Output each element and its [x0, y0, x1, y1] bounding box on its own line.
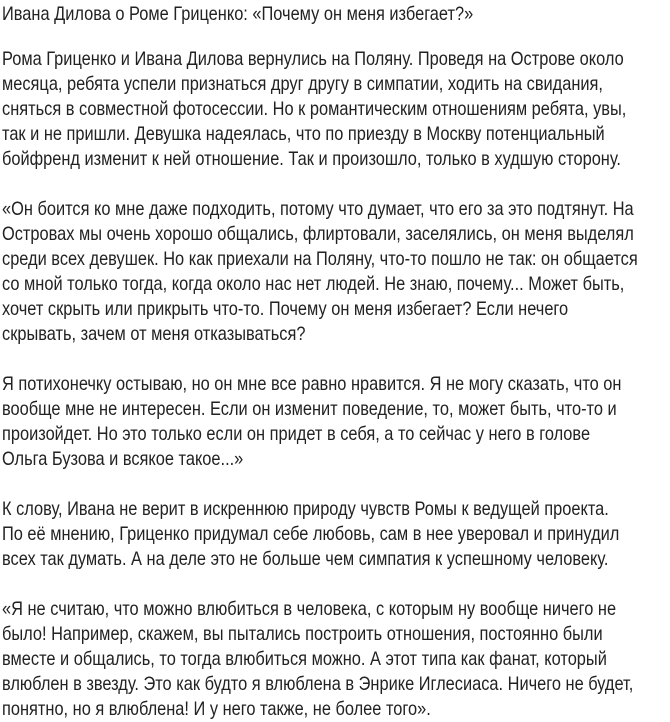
paragraph-line: понятно, но я влюблена! И у него также, не более того».: [2, 698, 431, 720]
article-title: Ивана Дилова о Роме Гриценко: «Почему он меня избегает?»: [2, 3, 474, 25]
paragraph-line: К слову, Ивана не верит в искреннюю природу чувств Ромы к ведущей проекта.: [2, 498, 609, 520]
paragraph-line: так и не пришли. Девушка надеялась, что по приезду в Москву потенциальный: [2, 123, 605, 145]
paragraph-line: всех так думать. А на деле это не больше чем симпатия к успешному человеку.: [2, 548, 609, 570]
paragraph-line: со мной только тогда, когда около нас нет людей. Не знаю, почему... Может быть,: [2, 273, 625, 295]
paragraph-line: произойдет. Но это только если он придет в себя, а то сейчас у него в голове: [2, 423, 591, 445]
paragraph-line: Я потихонечку остываю, но он мне все равно нравится. Я не могу сказать, что он: [2, 373, 622, 395]
paragraph-line: Рома Гриценко и Ивана Дилова вернулись на Поляну. Проведя на Острове около: [2, 48, 624, 70]
paragraph-line: вообще мне не интересен. Если он изменит поведение, то, может быть, что-то и: [2, 398, 617, 420]
paragraph-line: влюблен в звезду. Это как будто я влюблена в Энрике Иглесиаса. Ничего не будет,: [2, 673, 634, 695]
paragraph-line: сняться в совместной фотосессии. Но к романтическим отношениям ребята, увы,: [2, 98, 627, 120]
paragraph-line: Островах мы очень хорошо общались, флиртовали, заселялись, он меня выделял: [2, 223, 634, 245]
paragraph-line: Ольга Бузова и всякое такое...»: [2, 448, 244, 470]
paragraph-line: бойфренд изменит к ней отношение. Так и произошло, только в худшую сторону.: [2, 148, 621, 170]
paragraph-line: среди всех девушек. Но как приехали на Поляну, что-то пошло не так: он общается: [2, 248, 638, 270]
paragraph-line: «Я не считаю, что можно влюбиться в человека, с которым ну вообще ничего не: [2, 598, 617, 620]
paragraph-line: скрывать, зачем от меня отказываться?: [2, 323, 306, 345]
paragraph-line: «Он боится ко мне даже подходить, потому что думает, что его за это подтянут. На: [2, 198, 634, 220]
paragraph-line: вместе и общались, то тогда влюбиться можно. А этот типа как фанат, который: [2, 648, 607, 670]
paragraph-line: хочет скрыть или прикрыть что-то. Почему он меня избегает? Если нечего: [2, 298, 569, 320]
paragraph-line: было! Например, скажем, вы пытались построить отношения, постоянно были: [2, 623, 603, 645]
paragraph-line: По её мнению, Гриценко придумал себе любовь, сам в нее уверовал и принудил: [2, 523, 620, 545]
paragraph-line: месяца, ребята успели признаться друг другу в симпатии, ходить на свидания,: [2, 73, 603, 95]
